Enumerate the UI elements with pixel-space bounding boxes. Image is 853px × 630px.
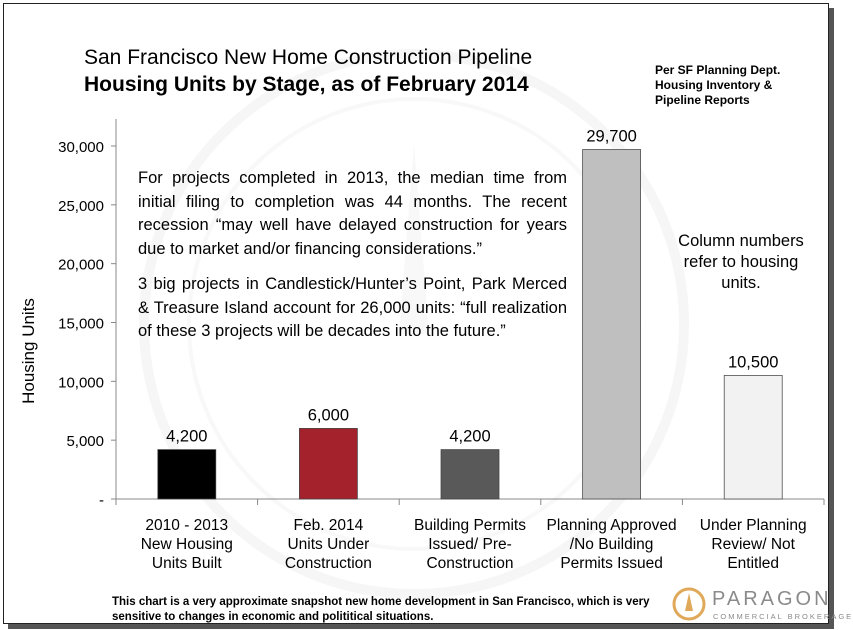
y-tick-label: 30,000 (58, 139, 104, 156)
x-category-label: Building Permits (414, 517, 526, 534)
x-category-label: 2010 - 2013 (145, 517, 229, 534)
source-note: Per SF Planning Dept. Housing Inventory & Pipeline Reports (655, 63, 781, 107)
x-category-label: Review/ Not (711, 536, 795, 553)
bar (158, 450, 216, 499)
paragon-logo-icon (672, 587, 706, 621)
column-note: Column numbers refer to housing units. (678, 232, 804, 292)
y-tick-label: - (99, 492, 104, 509)
x-category-label: Permits Issued (560, 555, 663, 572)
y-tick-label: 20,000 (58, 256, 104, 274)
bar-value-label: 4,200 (166, 427, 208, 446)
x-category-label: /No Building (569, 536, 654, 553)
y-axis-label: Housing Units (19, 298, 38, 404)
bar-value-label: 10,500 (727, 353, 779, 372)
x-category-label: Planning Approved (546, 517, 677, 534)
x-category-label: Feb. 2014 (293, 517, 364, 534)
annotation-paragraph-1: For projects completed in 2013, the median time from initial filing to completion was 44 months. The recent recession “may well have delayed construction for years due to market and/or financing considerations.” (138, 169, 567, 258)
paragon-logo (672, 586, 853, 624)
bar (583, 150, 641, 499)
x-category-label: Entitled (727, 555, 780, 572)
bar (724, 375, 782, 499)
bar-value-label: 29,700 (586, 127, 637, 146)
y-tick-label: 15,000 (58, 315, 104, 333)
y-tick-label: 25,000 (58, 197, 104, 215)
chart-subtitle: Housing Units by Stage, as of February 2014 (84, 73, 529, 96)
bar (441, 450, 499, 499)
bar-value-label: 4,200 (449, 427, 491, 446)
annotation-paragraph-2: 3 big projects in Candlestick/Hunter’s Point, Park Merced & Treasure Island account for 26,000 units: “full realization of these 3 projects will be decades into the future.” (138, 275, 567, 340)
x-category-label: Under Planning (699, 517, 807, 534)
x-category-label: Units Built (151, 555, 222, 572)
x-category-label: Construction (426, 555, 514, 572)
annotation-text (138, 167, 567, 356)
x-category-label: Issued/ Pre- (428, 536, 512, 553)
chart-title: San Francisco New Home Construction Pipeline (84, 46, 533, 69)
logo-name: PARAGON (712, 588, 832, 610)
footer-disclaimer: This chart is a very approximate snapshot new home development in San Francisco, which is very sensitive to changes in economic and polititical situations. (112, 596, 650, 623)
x-category-label: New Housing (140, 536, 233, 553)
logo-subtitle: COMMERCIAL BROKERAGE (713, 612, 853, 621)
x-category-label: Construction (284, 555, 372, 572)
bar (299, 428, 357, 499)
y-tick-label: 10,000 (58, 374, 104, 392)
x-category-label: Units Under (287, 536, 370, 553)
chart-frame (3, 3, 853, 624)
y-tick-label: 5,000 (66, 433, 104, 451)
bar-value-label: 6,000 (307, 406, 350, 425)
